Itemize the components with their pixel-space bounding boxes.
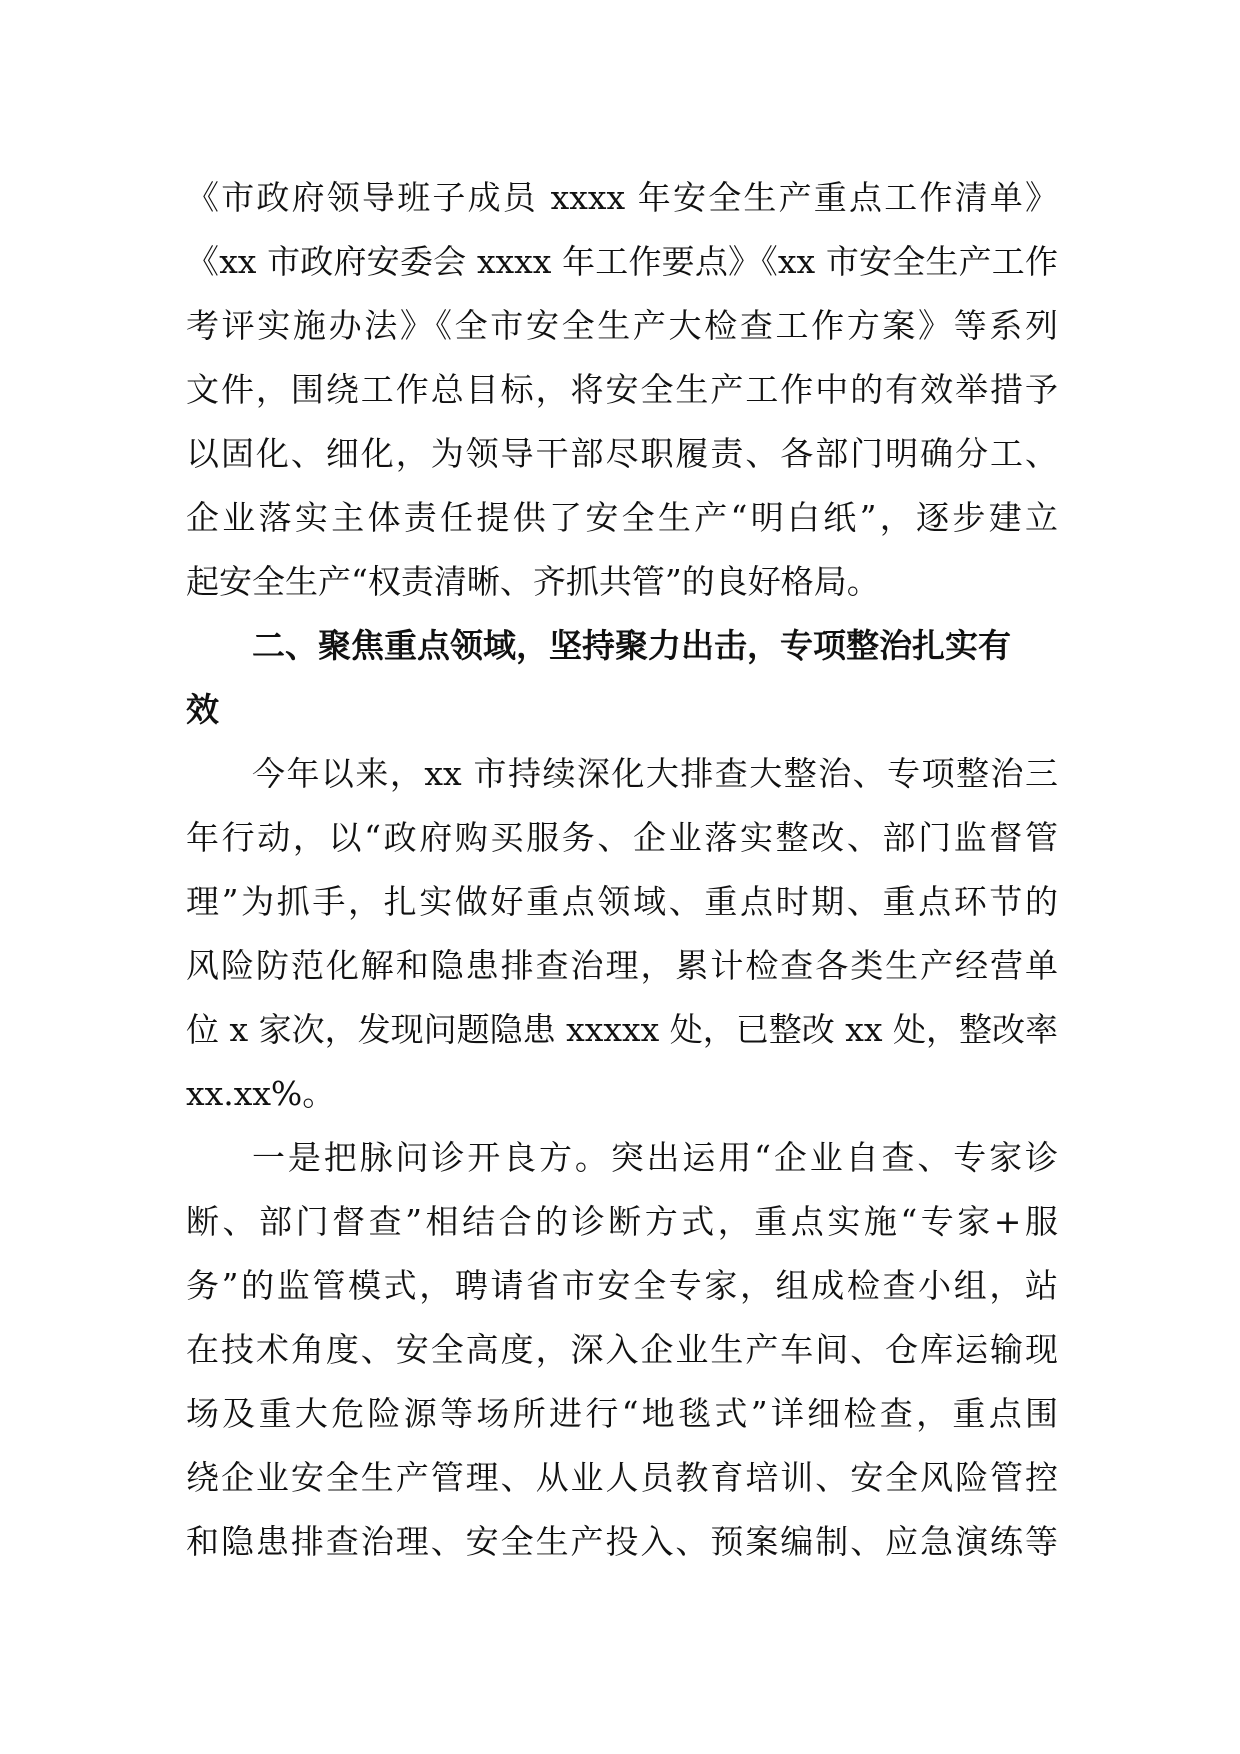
text-line: 绕企业安全生产管理、从业人员教育培训、安全风险管控	[186, 1458, 1058, 1497]
text-line: 务”的监管模式，聘请省市安全专家，组成检查小组，站	[186, 1266, 1058, 1305]
text-line: 风险防范化解和隐患排查治理，累计检查各类生产经营单	[186, 946, 1058, 985]
text-line: 理”为抓手，扎实做好重点领域、重点时期、重点环节的	[186, 882, 1058, 921]
text-line: 位 x 家次，发现问题隐患 xxxxx 处，已整改 xx 处，整改率	[186, 1010, 1058, 1049]
text-line: 考评实施办法》《全市安全生产大检查工作方案》等系列	[186, 306, 1058, 345]
text-line: 文件，围绕工作总目标，将安全生产工作中的有效举措予	[186, 370, 1058, 409]
text-line: 今年以来，xx 市持续深化大排查大整治、专项整治三	[252, 754, 1058, 793]
text-line: 断、部门督查”相结合的诊断方式，重点实施“专家+服	[186, 1202, 1058, 1241]
text-line: 企业落实主体责任提供了安全生产“明白纸”，逐步建立	[186, 498, 1058, 537]
text-line: xx.xx%。	[186, 1074, 336, 1113]
text-line: 《市政府领导班子成员 xxxx 年安全生产重点工作清单》	[186, 178, 1058, 217]
text-line: 起安全生产“权责清晰、齐抓共管”的良好格局。	[186, 562, 880, 601]
text-line: 年行动，以“政府购买服务、企业落实整改、部门监督管	[186, 818, 1058, 857]
text-line: 一是把脉问诊开良方。突出运用“企业自查、专家诊	[252, 1138, 1058, 1177]
section-heading-continued: 效	[186, 690, 219, 729]
text-line: 场及重大危险源等场所进行“地毯式”详细检查，重点围	[186, 1394, 1058, 1433]
text-line: 《xx 市政府安委会 xxxx 年工作要点》《xx 市安全生产工作	[186, 242, 1058, 281]
text-line: 在技术角度、安全高度，深入企业生产车间、仓库运输现	[186, 1330, 1058, 1369]
section-heading: 二、聚焦重点领域，坚持聚力出击，专项整治扎实有	[252, 626, 1011, 665]
text-line: 和隐患排查治理、安全生产投入、预案编制、应急演练等	[186, 1522, 1058, 1561]
document-body	[186, 166, 1058, 1574]
text-line: 以固化、细化，为领导干部尽职履责、各部门明确分工、	[186, 434, 1058, 473]
